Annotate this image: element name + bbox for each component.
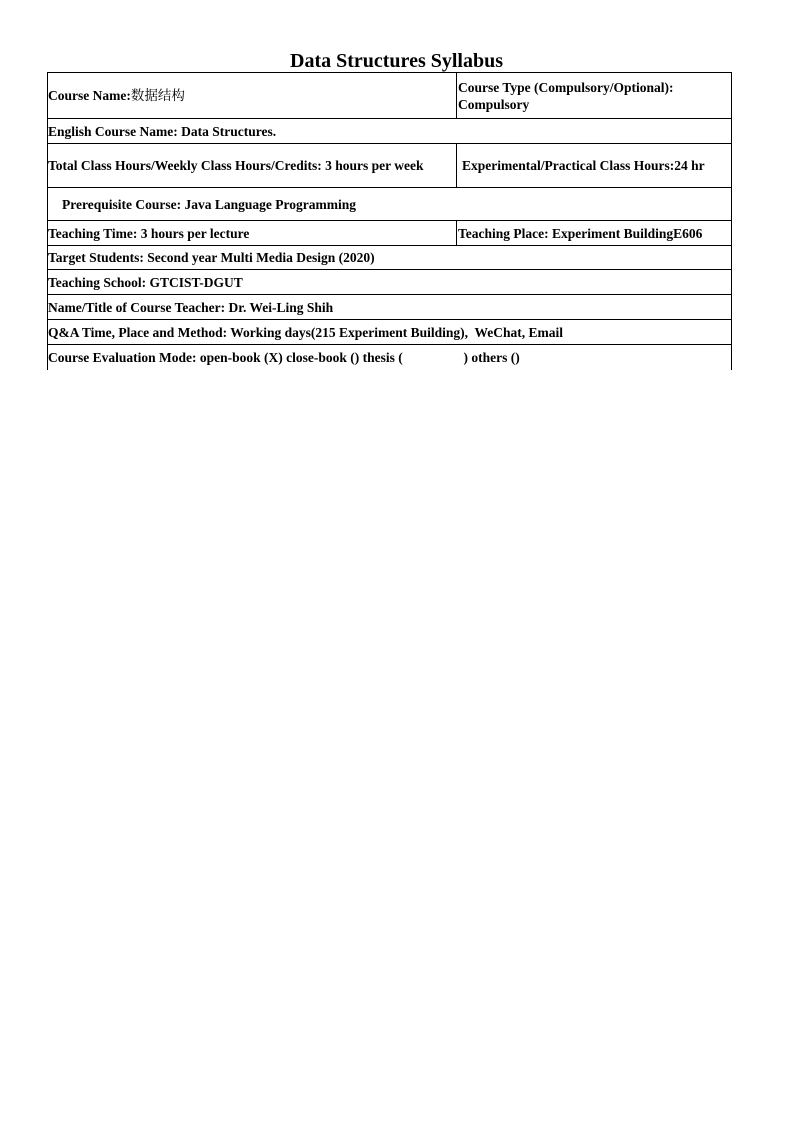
table-row bbox=[48, 270, 731, 295]
table-row bbox=[48, 221, 731, 246]
prerequisite-cell: Prerequisite Course: Java Language Programming bbox=[62, 196, 356, 212]
experimental-hours-cell bbox=[457, 144, 731, 187]
qa-cell: Q&A Time, Place and Method: Working days(215 Experiment Building), WeChat, Email bbox=[48, 324, 564, 340]
course-type-cell: Course Type (Compulsory/Optional): Compulsory bbox=[458, 79, 674, 112]
teaching-school-cell: Teaching School: GTCIST-DGUT bbox=[48, 274, 243, 290]
course-name-value: 数据结构 bbox=[130, 88, 185, 103]
course-name-label: Course Name: bbox=[48, 88, 131, 103]
table-row bbox=[48, 188, 731, 221]
table-row bbox=[48, 345, 731, 370]
experimental-hours-text: Experimental/Practical Class Hours:24 hr bbox=[462, 158, 705, 173]
table-row bbox=[48, 320, 731, 345]
table-row bbox=[48, 295, 731, 320]
table-row bbox=[48, 119, 731, 144]
table-row bbox=[48, 73, 731, 119]
course-name-cell bbox=[48, 73, 457, 118]
total-hours-cell: Total Class Hours/Weekly Class Hours/Credits: 3 hours per week bbox=[48, 144, 457, 187]
table-row bbox=[48, 144, 731, 188]
english-course-name-cell: English Course Name: Data Structures. bbox=[48, 123, 277, 139]
teacher-cell: Name/Title of Course Teacher: Dr. Wei-Ling Shih bbox=[48, 299, 334, 315]
document-title: Data Structures Syllabus bbox=[290, 50, 503, 72]
table-row bbox=[48, 246, 731, 270]
target-students-cell: Target Students: Second year Multi Media Design (2020) bbox=[48, 250, 375, 265]
syllabus-table bbox=[47, 72, 732, 370]
teaching-time-cell: Teaching Time: 3 hours per lecture bbox=[48, 221, 457, 245]
teaching-place-cell: Teaching Place: Experiment BuildingE606 bbox=[458, 225, 703, 241]
evaluation-cell: Course Evaluation Mode: open-book (X) close-book () thesis ( ) others () bbox=[48, 350, 520, 365]
